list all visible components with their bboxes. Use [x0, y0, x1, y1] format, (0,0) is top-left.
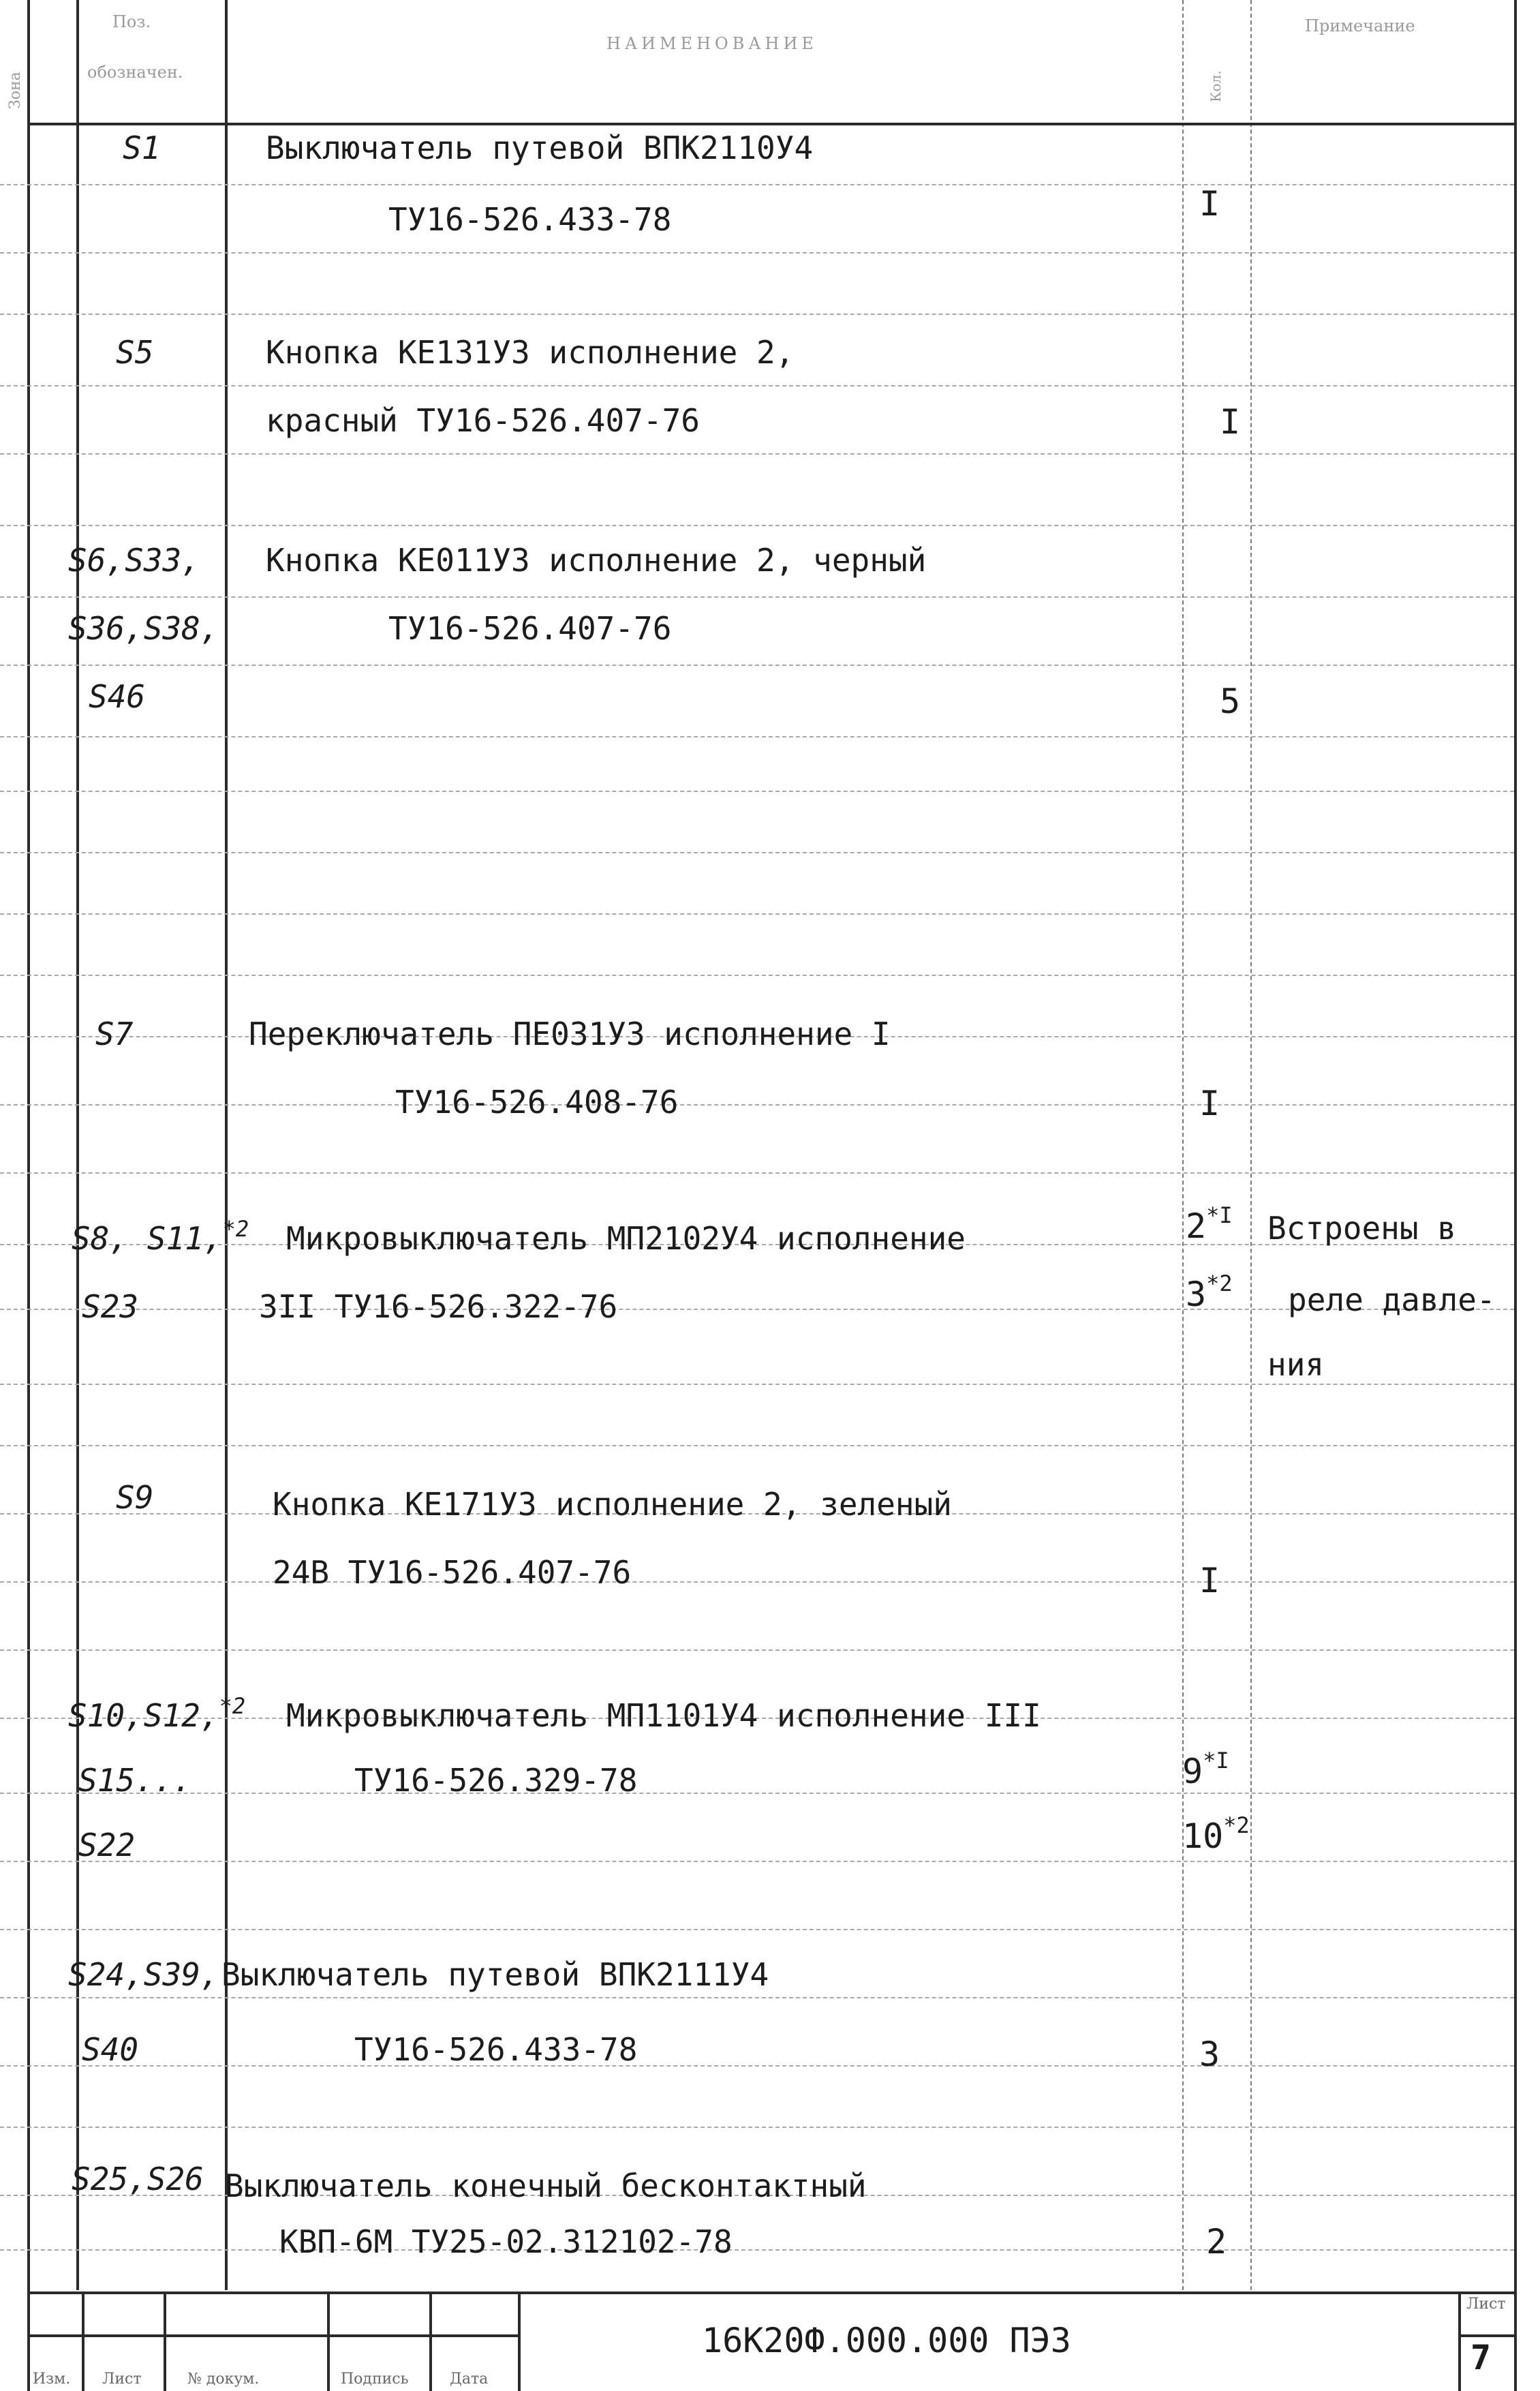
document-number: 16К20Ф.000.000 ПЭ3: [702, 2321, 1071, 2360]
row-line: [0, 1793, 1514, 1794]
row-line: [0, 2249, 1514, 2251]
row-line: [0, 665, 1514, 666]
row-line: [0, 596, 1514, 598]
position-cell: S1: [123, 130, 161, 166]
item-name: Микровыключатель МП1101У4 исполнение III: [286, 1697, 1041, 1734]
sheet-box-divider: [1458, 2291, 1461, 2391]
row-line: [0, 1309, 1514, 1310]
row-line: [0, 1172, 1514, 1174]
footer-divider: [82, 2291, 84, 2391]
row-line: [0, 852, 1514, 853]
row-line: [0, 184, 1514, 185]
item-name: Выключатель конечный бесконтактный: [225, 2167, 867, 2204]
position-cell: S5: [116, 334, 154, 371]
footnote-mark: *I: [1206, 1202, 1233, 1228]
item-spec: ТУ16-526.407-76: [388, 610, 672, 647]
note-cell: Встроены в: [1267, 1210, 1456, 1247]
item-spec: КВП-6М ТУ25-02.312102-78: [279, 2223, 733, 2260]
note-cell: ния: [1267, 1346, 1325, 1383]
row-line: [0, 1581, 1514, 1583]
row-line: [0, 1997, 1514, 1998]
qty-column-divider: [1250, 0, 1252, 2290]
quantity-cell: I: [1220, 402, 1241, 442]
position-cell: S40: [82, 2031, 139, 2068]
footer-divider: [429, 2291, 432, 2391]
row-line: [0, 2065, 1514, 2067]
row-line: [0, 1445, 1514, 1446]
item-spec: ТУ16-526.433-78: [388, 201, 672, 238]
note-header: Примечание: [1305, 16, 1415, 35]
row-line: [0, 975, 1514, 976]
position-header-line1: Поз.: [112, 12, 151, 31]
quantity-cell: $2^{*I}$: [1186, 1202, 1233, 1246]
quantity-cell: 10$^{*2}$: [1182, 1812, 1250, 1856]
qty-header: Кол.: [1207, 70, 1224, 102]
position-cell: S7: [95, 1016, 134, 1052]
row-line: [0, 1649, 1514, 1651]
row-line: [0, 314, 1514, 315]
item-spec: 24В ТУ16-526.407-76: [273, 1554, 632, 1591]
footnote-mark: *2: [1223, 1812, 1250, 1838]
row-line: [0, 2127, 1514, 2128]
signature-label: Подпись: [341, 2371, 409, 2388]
row-line: [0, 736, 1514, 737]
footer-divider: [327, 2291, 330, 2391]
quantity-cell: I: [1199, 1084, 1220, 1123]
row-line: [0, 1384, 1514, 1385]
row-line: [0, 453, 1514, 455]
title-block-top: [27, 2291, 1514, 2294]
position-cell: S24,S39,: [68, 1956, 219, 1993]
name-column-divider: [1182, 0, 1184, 2290]
sheet-label: Лист: [1466, 2296, 1506, 2313]
revision-label: Изм.: [33, 2371, 71, 2388]
item-name: Переключатель ПЕ031У3 исполнение I: [249, 1016, 891, 1052]
note-cell: реле давле-: [1288, 1281, 1496, 1318]
row-line: [0, 1104, 1514, 1106]
row-line: [0, 385, 1514, 386]
row-line: [0, 252, 1514, 254]
position-cell: S15...: [78, 1762, 192, 1799]
item-name: Выключатель путевой ВПК2111У4: [221, 1956, 769, 1993]
item-name: Кнопка КЕ131У3 исполнение 2,: [266, 334, 795, 371]
quantity-cell: $9^{*I}$: [1182, 1748, 1229, 1791]
quantity-cell: 5: [1220, 682, 1241, 721]
position-cell: S6,S33,: [68, 542, 200, 579]
position-cell: S22: [78, 1827, 136, 1863]
footer-divider: [518, 2291, 521, 2391]
position-cell: S36,S38,: [68, 610, 219, 647]
item-spec: ТУ16-526.408-76: [395, 1084, 679, 1121]
sheet-col-label: Лист: [102, 2371, 142, 2388]
name-header: НАИМЕНОВАНИЕ: [606, 34, 818, 53]
item-spec: ТУ16-526.433-78: [354, 2031, 638, 2068]
position-cell: S9: [116, 1479, 154, 1516]
item-name: Выключатель путевой ВПК2110У4: [266, 130, 814, 166]
zone-column-divider: [76, 0, 79, 2290]
item-name: Микровыключатель МП2102У4 исполнение: [286, 1220, 966, 1257]
quantity-cell: I: [1199, 184, 1220, 224]
row-line: [0, 913, 1514, 915]
row-line: [0, 1929, 1514, 1930]
quantity-cell: 2: [1206, 2222, 1227, 2261]
footnote-mark: *2: [1206, 1270, 1233, 1296]
item-spec: 3II ТУ16-526.322-76: [259, 1288, 618, 1325]
position-cell: S25,S26: [72, 2161, 204, 2197]
item-spec: ТУ16-526.329-78: [354, 1762, 638, 1799]
quantity-cell: 3$^{*2}$: [1186, 1270, 1233, 1314]
footnote-mark: *2: [222, 1216, 249, 1242]
item-name: Кнопка КЕ011У3 исполнение 2, черный: [266, 542, 927, 579]
item-name: Кнопка КЕ171У3 исполнение 2, зеленый: [273, 1486, 952, 1523]
sheet-box-divider: [1458, 2334, 1514, 2337]
document-no-label: № докум.: [187, 2371, 260, 2388]
position-column-divider: [225, 0, 228, 2290]
footer-divider: [164, 2291, 166, 2391]
header-divider: [27, 123, 1514, 125]
left-border: [27, 0, 30, 2391]
zone-header: Зона: [7, 72, 24, 109]
date-label: Дата: [450, 2371, 489, 2388]
sheet-number: 7: [1470, 2338, 1492, 2377]
position-cell: S23: [82, 1288, 139, 1325]
position-cell: S8, S11,$^{*2}$: [72, 1216, 249, 1257]
quantity-cell: 3: [1199, 2035, 1220, 2074]
row-line: [0, 1861, 1514, 1862]
right-border: [1514, 0, 1517, 2391]
position-header-line2: обозначен.: [87, 63, 183, 82]
row-line: [0, 525, 1514, 526]
footnote-mark: *2: [219, 1693, 246, 1719]
footnote-mark: *I: [1203, 1748, 1229, 1773]
item-spec: красный ТУ16-526.407-76: [266, 402, 700, 439]
position-cell: S10,S12,$^{*2}$: [68, 1693, 246, 1734]
title-block-row: [27, 2334, 518, 2337]
position-cell: S46: [89, 678, 146, 715]
quantity-cell: I: [1199, 1561, 1220, 1600]
row-line: [0, 791, 1514, 792]
